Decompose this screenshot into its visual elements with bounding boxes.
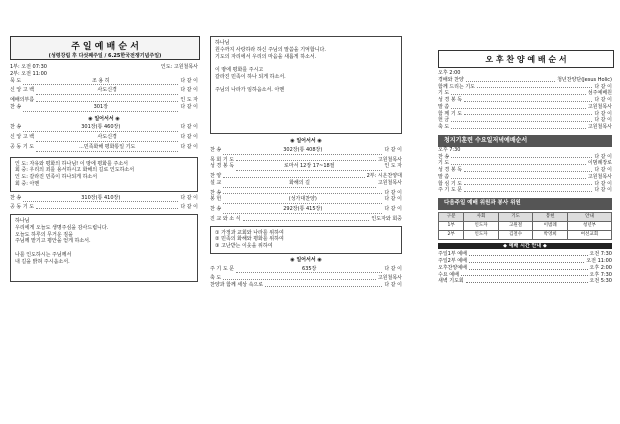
order-item: 292장(통 415장) (223, 206, 382, 214)
committee-bar: 다음주일 예배 위원과 봉사 위원 (438, 198, 612, 209)
order-person: 다 같 이 (384, 189, 402, 196)
order-item: 635장 (236, 266, 382, 274)
order-item (36, 204, 178, 209)
text-line: 원수까지 사랑하라 하신 주님의 말씀을 기억합니다. (215, 46, 326, 53)
table-cell: 봉헌 (533, 212, 568, 221)
order-label: 목 회 기 도 (210, 156, 235, 163)
order-item (451, 174, 586, 179)
order-label: 말 씀 (438, 173, 450, 180)
order-row (210, 180, 402, 190)
table-cell: 기도 (498, 212, 533, 221)
order-label: 성 경 봉 독 (438, 97, 463, 103)
left-column (10, 64, 198, 282)
schedule-header: ◆ 예배 시간 안내 ◆ (438, 243, 612, 250)
order-label: 찬 송 (210, 189, 222, 196)
text-line: 나를 인도하시는 주님께서 (15, 251, 72, 258)
order-row (438, 90, 612, 97)
table-row (439, 230, 612, 239)
text-line: 회 중: 우리의 죄를 용서하시고 화해의 길로 인도하소서 (15, 167, 135, 174)
order-row (210, 206, 402, 216)
order-person: 다 같 이 (594, 167, 612, 174)
order-person: 고원철목사 (587, 103, 612, 110)
order-person: 다 같 이 (594, 180, 612, 187)
prayer-box (10, 157, 198, 192)
order-person: 다 같 이 (594, 187, 612, 194)
order-person: 다 같 이 (384, 196, 402, 203)
order-person: 다 같 이 (594, 110, 612, 117)
mid-poem-box (210, 36, 402, 134)
order-item (464, 97, 592, 102)
order-label: 합 심 기 도 (438, 180, 463, 187)
table-cell: 인도자 (464, 221, 499, 230)
order-label: 기 도 (438, 160, 450, 167)
order-row (438, 174, 612, 181)
order-label: 찬 송 (10, 124, 22, 131)
order-person: 고원철목사 (587, 124, 612, 130)
order-label: 주 기 도 문 (438, 187, 463, 194)
table-cell: 이범례 (533, 221, 568, 230)
committee-table (438, 212, 612, 240)
order-row (10, 144, 198, 154)
text-line: 오늘도 하루의 무거운 짐을 (15, 231, 73, 238)
text-line: 회 중: 아멘 (15, 180, 40, 187)
order-person: 다 같 이 (180, 134, 198, 140)
right-column (438, 70, 612, 285)
order-label: 진 교 와 소 식 (210, 215, 241, 222)
order-label: 헌 금 (438, 117, 450, 124)
order-row (438, 97, 612, 104)
order-item (223, 190, 382, 195)
order-label: 예배의부름 (10, 97, 35, 103)
order-person: 다 같 이 (180, 194, 198, 201)
order-label: 말 씀 (438, 103, 450, 110)
order-row (438, 154, 612, 161)
text-line: ① 가정과 교회와 나라를 위하여 (215, 229, 284, 236)
order-row (210, 196, 402, 206)
left-title: 주 일 예 배 순 서 (71, 42, 139, 52)
table-cell: 인도자 (464, 230, 499, 239)
order-label: 축 도 (210, 275, 222, 282)
order-label: 찬 송 (10, 194, 22, 201)
table-cell: 2부 (439, 230, 464, 239)
order-row (438, 77, 612, 84)
order-item (223, 275, 376, 280)
order-label: 신 앙 고 백 (10, 134, 35, 140)
order-item (451, 160, 586, 165)
table-cell: 김철수 (498, 230, 533, 239)
order-item: 302장(통 408장) (223, 147, 382, 155)
order-item (236, 157, 376, 162)
table-row (439, 212, 612, 221)
order-item: 사도신경 (36, 87, 178, 95)
text-line: 인 도: 자유와 평화의 하나님! 이 땅에 평화를 주소서 (15, 160, 129, 167)
order-item (451, 104, 586, 109)
order-person: 섬주예배원 (587, 90, 612, 97)
order-item (477, 84, 592, 89)
order-item: (성가대찬양) (223, 196, 382, 204)
order-row (438, 181, 612, 188)
table-cell: 여선교회 (568, 230, 612, 239)
left-subtitle: (성령강림 후 다섯째주일 / 6.25한국전쟁기념주일) (48, 53, 162, 59)
table-cell: 구분 (439, 212, 464, 221)
order-row (438, 104, 612, 111)
order-label: 신 앙 고 백 (10, 87, 35, 94)
text-line: 이 땅에 평화를 주시고 (215, 67, 264, 73)
order-row (438, 187, 612, 194)
order-label: 봉 헌 (210, 196, 222, 203)
text-line: 우리에게 오늘도 생명주심을 감사드립니다. (15, 224, 109, 231)
order-label: 공 동 기 도 (10, 143, 35, 150)
text-line: 주님께 맡기고 평안을 얻게 하소서. (15, 238, 91, 245)
order-row (210, 266, 402, 276)
order-row (438, 160, 612, 167)
schedule-row (438, 258, 612, 265)
order-item: 사도신경 (36, 134, 178, 142)
section-standing: ◉ 일어서서 ◉ (88, 115, 120, 122)
order-person: 다 같 이 (384, 206, 402, 212)
order-row (10, 204, 198, 211)
order-row (438, 111, 612, 118)
order-row (210, 282, 402, 289)
right-title-box (438, 50, 614, 68)
order-label: 공 동 기 도 (10, 204, 35, 211)
order-item (451, 117, 592, 122)
order-item (464, 111, 592, 116)
dot-leader (469, 258, 584, 263)
mid-section-standing-2: ◉ 일어서서 ◉ (290, 256, 322, 263)
order-row (210, 163, 402, 173)
order-row (210, 173, 402, 180)
schedule-label: 수요 예배 (438, 271, 459, 278)
order-label: 주 기 도 문 (210, 265, 235, 272)
mid-section-standing: ◉ 일어서서 ◉ (290, 138, 322, 144)
middle-column (210, 36, 402, 289)
order-row (438, 117, 612, 124)
order-person: 다 같 이 (384, 265, 402, 272)
left-poem-box (10, 214, 198, 282)
schedule-time: 오후 2:00 (589, 264, 612, 271)
order-row (438, 84, 612, 91)
order-person: 다 같 이 (180, 143, 198, 150)
table-row (439, 221, 612, 230)
text-line: 하나님 (215, 40, 230, 46)
order-item: 조 용 히 (23, 78, 178, 86)
order-item (464, 181, 592, 186)
schedule-label: 주일2부 예배 (438, 258, 467, 265)
text-line (215, 60, 397, 67)
order-person: 다 같 이 (180, 103, 198, 110)
order-row (438, 124, 612, 131)
mid-notes-box (210, 226, 402, 254)
order-person: 다 같 이 (384, 282, 402, 288)
order-person: 인도자와 회중 (371, 215, 402, 222)
order-item (451, 124, 586, 129)
table-cell: 박영희 (533, 230, 568, 239)
wed-time: 오후 7:30 (438, 146, 461, 153)
order-item (466, 77, 555, 82)
order-person: 고원철목사 (377, 179, 402, 186)
text-line: ② 민족의 화해와 평화를 위하여 (215, 236, 284, 243)
right-title: 오 후 찬 양 예 배 순 서 (485, 55, 567, 64)
schedule-label: 오후찬양예배 (438, 264, 467, 271)
table-cell: 1부 (439, 221, 464, 230)
order-row (10, 97, 198, 104)
order-row (10, 134, 198, 144)
order-row (10, 124, 198, 134)
order-label: 찬 양 (210, 173, 222, 179)
order-item (464, 167, 592, 172)
table-cell: 고원철 (498, 221, 533, 230)
pm-time: 오후 2:00 (438, 70, 461, 76)
schedule-time: 오전 5:30 (589, 278, 612, 285)
order-item (265, 282, 382, 287)
table-cell: 사회 (464, 212, 499, 221)
order-person: 다 같 이 (384, 146, 402, 153)
schedule-label: 새벽 기도회 (438, 278, 464, 285)
order-person: 2부: 시온찬양대 (366, 173, 402, 179)
order-item: 로마서 12장 17~18절 (236, 163, 382, 171)
order-item (451, 90, 586, 95)
order-label: 경배와 찬양 (438, 76, 464, 83)
order-label: 찬 송 (10, 103, 22, 110)
schedule-time: 오전 7:30 (589, 251, 612, 258)
dot-leader (469, 251, 588, 256)
order-row (210, 275, 402, 282)
order-label: 성 경 봉 독 (438, 167, 463, 174)
table-cell: 청년부 (568, 221, 612, 230)
order-row (10, 195, 198, 205)
order-label: 함께 드리는 기도 (438, 83, 475, 90)
order-label: 성 경 봉 독 (210, 163, 235, 170)
dot-leader (466, 278, 588, 283)
order-row (10, 78, 198, 88)
left-title-box (10, 36, 200, 60)
order-item: 301장(통 460장) (23, 124, 178, 132)
order-label: 묵 도 (10, 77, 22, 84)
text-line: 기도의 자리에서 우리의 마음을 새롭게 하소서. (215, 53, 317, 60)
leader: 인도: 고원철목사 (160, 64, 198, 70)
order-item: 310장(통 410장) (23, 195, 178, 203)
text-line: 내 길을 밝혀 주시옵소서. (15, 258, 70, 265)
time-1: 1부: 오전 07:30 (10, 64, 47, 70)
order-person: 다 같 이 (180, 87, 198, 94)
order-item (223, 173, 364, 178)
schedule-row (438, 265, 612, 272)
text-line: 갈라진 민족이 하나 되게 하소서. (215, 73, 286, 80)
order-row (438, 167, 612, 174)
order-person: 다 같 이 (180, 124, 198, 131)
order-label: 찬 송 (210, 206, 222, 212)
order-item (243, 216, 370, 221)
table-cell: 안내 (568, 212, 612, 221)
order-person: 다 같 이 (594, 83, 612, 90)
order-person: 이범례장로 (587, 160, 612, 167)
order-person: 고원철목사 (377, 156, 402, 163)
schedule-row (438, 272, 612, 279)
order-item (464, 187, 592, 192)
dot-leader (469, 265, 588, 270)
order-item: 화해의 길 (223, 180, 376, 188)
order-label: 찬양과 함께 세상 속으로 (210, 282, 264, 288)
order-item (451, 154, 592, 159)
order-person: 인 도 자 (180, 97, 198, 103)
time-2: 2부: 오전 11:00 (10, 70, 47, 77)
text-line: 인 도: 갈라진 민족이 하나되게 하소서 (15, 174, 98, 180)
order-row (10, 87, 198, 97)
order-person: 고원철목사 (377, 275, 402, 282)
order-label: 함 께 기 도 (438, 110, 463, 117)
order-person: 다 같 이 (180, 204, 198, 211)
order-item: 301장 (23, 104, 178, 112)
order-item: ...민족화해 평화통일 기도 (36, 144, 178, 152)
order-person: 다 같 이 (594, 153, 612, 160)
text-line: ③ 고난받는 이웃을 위하여 (215, 243, 273, 249)
text-line: 주님의 나라가 임하옵소서. 아멘 (215, 87, 285, 94)
order-label: 찬 송 (210, 146, 222, 153)
order-person: 다 같 이 (180, 77, 198, 84)
order-person: 다 같 이 (594, 97, 612, 103)
order-label: 설 교 (210, 179, 222, 186)
text-line (15, 245, 193, 252)
order-row (210, 147, 402, 157)
order-person: 인 도 자 (384, 163, 402, 170)
schedule-time: 오후 7:30 (589, 271, 612, 278)
order-person: 다 같 이 (594, 117, 612, 124)
dot-leader (461, 272, 588, 277)
order-row (10, 104, 198, 114)
wednesday-bar: 청지기훈련 수요일저녁예배순서 (438, 135, 612, 147)
order-item (36, 97, 178, 102)
schedule-row (438, 278, 612, 285)
order-person: 고원철목사 (587, 173, 612, 180)
order-person: 청년찬양단(Jesus Holic) (557, 76, 612, 83)
schedule-label: 주일1부 예배 (438, 251, 467, 258)
schedule-time: 오전 11:00 (586, 258, 612, 265)
order-row (210, 216, 402, 223)
order-label: 기 도 (438, 90, 450, 97)
order-label: 축 도 (438, 124, 450, 130)
text-line: 하나님 (15, 218, 30, 224)
order-label: 찬 송 (438, 153, 450, 160)
